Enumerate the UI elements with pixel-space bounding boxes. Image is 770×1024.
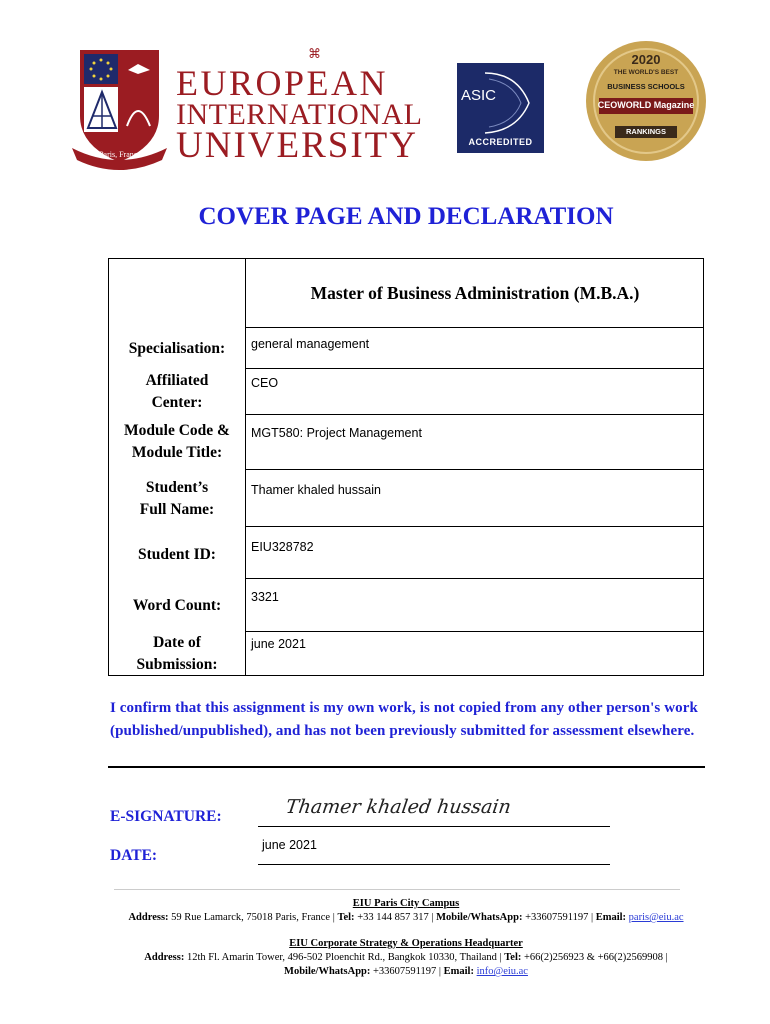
paris-email-link[interactable]: paris@eiu.ac xyxy=(628,912,684,923)
paris-email-label: Email: xyxy=(595,912,627,923)
table-divider xyxy=(245,578,703,579)
date-line xyxy=(258,864,610,865)
eiu-logo xyxy=(72,46,423,174)
specialisation-label xyxy=(109,338,245,360)
paris-address: 59 Rue Lamarck, 75018 Paris, France | xyxy=(171,912,335,923)
table-column-divider xyxy=(245,259,246,675)
esignature-value: Thamer khaled hussain xyxy=(284,796,513,818)
student-id-label xyxy=(109,544,245,566)
university-name-line1: EUROPEAN xyxy=(176,63,389,103)
hq-tel-label: Tel: xyxy=(504,952,522,963)
table-divider xyxy=(245,469,703,470)
label-line: Student’s xyxy=(145,479,209,496)
paris-mobile-label: Mobile/WhatsApp: xyxy=(436,912,523,923)
badge-line2: BUSINESS SCHOOLS xyxy=(607,82,685,91)
badge-line3: RANKINGS xyxy=(625,127,666,136)
badge-year: 2020 xyxy=(631,52,661,67)
table-divider xyxy=(245,526,703,527)
label-line: Module Code & xyxy=(124,422,230,439)
crest-ribbon-text: Paris, France xyxy=(99,150,141,159)
affiliated-center-value: CEO xyxy=(251,376,279,390)
label-line: Specialisation: xyxy=(128,340,226,357)
hq-address-label: Address: xyxy=(144,952,185,963)
word-count-label xyxy=(109,595,245,617)
hq-details-line1 xyxy=(0,951,770,965)
paris-tel-label: Tel: xyxy=(337,912,355,923)
label-line: Full Name: xyxy=(139,501,215,518)
university-name-line3: UNIVERSITY xyxy=(176,125,418,166)
student-name-label xyxy=(109,477,245,521)
paris-tel: +33 144 857 317 | xyxy=(357,912,434,923)
hq-mobile: +33607591197 | xyxy=(373,966,442,977)
paris-address-label: Address: xyxy=(128,912,169,923)
table-divider xyxy=(245,368,703,369)
module-value: MGT580: Project Management xyxy=(251,426,422,440)
table-divider xyxy=(245,414,703,415)
asic-accredited-logo xyxy=(457,63,544,153)
hq-details-line2 xyxy=(0,965,770,979)
affiliated-center-label xyxy=(109,370,245,414)
paris-campus-details xyxy=(0,911,770,925)
cover-form-table xyxy=(108,258,704,676)
declaration-text: I confirm that this assignment is my own work, is not copied from any other person's work (published/unpublished), and has not been previously submitted for assessment elsewhere. xyxy=(110,700,698,739)
module-label xyxy=(109,420,245,464)
label-line: Word Count: xyxy=(132,597,222,614)
specialisation-value: general management xyxy=(251,337,370,351)
badge-line1: THE WORLD'S BEST xyxy=(613,69,679,76)
table-divider xyxy=(245,327,703,328)
declaration-rule xyxy=(108,766,705,768)
submission-date-value: june 2021 xyxy=(251,637,306,651)
label-line: Center: xyxy=(151,394,203,411)
date-value: june 2021 xyxy=(262,838,317,852)
submission-date-label xyxy=(109,632,245,676)
hq-email-label: Email: xyxy=(443,966,474,977)
signature-line xyxy=(258,826,610,827)
university-name-line2: INTERNATIONAL xyxy=(176,98,423,131)
hq-address: 12th Fl. Amarin Tower, 496-502 Ploenchit Rd., Bangkok 10330, Thailand | xyxy=(186,952,502,963)
label-line: Date of xyxy=(153,634,201,651)
date-label: DATE: xyxy=(110,847,158,864)
asic-label: ACCREDITED xyxy=(468,137,533,147)
student-name-value: Thamer khaled hussain xyxy=(251,483,381,497)
hq-tel: +66(2)256923 & +66(2)2569908 | xyxy=(524,952,668,963)
hq-mobile-label: Mobile/WhatsApp: xyxy=(284,966,371,977)
student-id-value: EIU328782 xyxy=(251,540,314,554)
paris-campus-heading: EIU Paris City Campus xyxy=(352,898,460,909)
ornament-icon: ⌘ xyxy=(308,46,321,61)
label-line: Student ID: xyxy=(138,546,216,563)
badge-brand: CEOWORLD Magazine xyxy=(597,100,695,110)
asic-name: ASIC xyxy=(461,87,497,104)
table-divider xyxy=(245,631,703,632)
esignature-label: E-SIGNATURE: xyxy=(110,808,222,825)
ranking-badge xyxy=(585,40,707,162)
label-line: Submission: xyxy=(136,656,218,673)
hq-heading: EIU Corporate Strategy & Operations Headquarter xyxy=(289,938,523,949)
hq-email-link[interactable]: info@eiu.ac xyxy=(476,966,528,977)
word-count-value: 3321 xyxy=(251,590,279,604)
label-line: Module Title: xyxy=(131,444,223,461)
page-title: COVER PAGE AND DECLARATION xyxy=(198,203,614,230)
label-line: Affiliated xyxy=(145,372,209,389)
footer-rule xyxy=(114,889,680,890)
programme-title: Master of Business Administration (M.B.A.) xyxy=(310,283,640,303)
paris-mobile: +33607591197 | xyxy=(525,912,594,923)
